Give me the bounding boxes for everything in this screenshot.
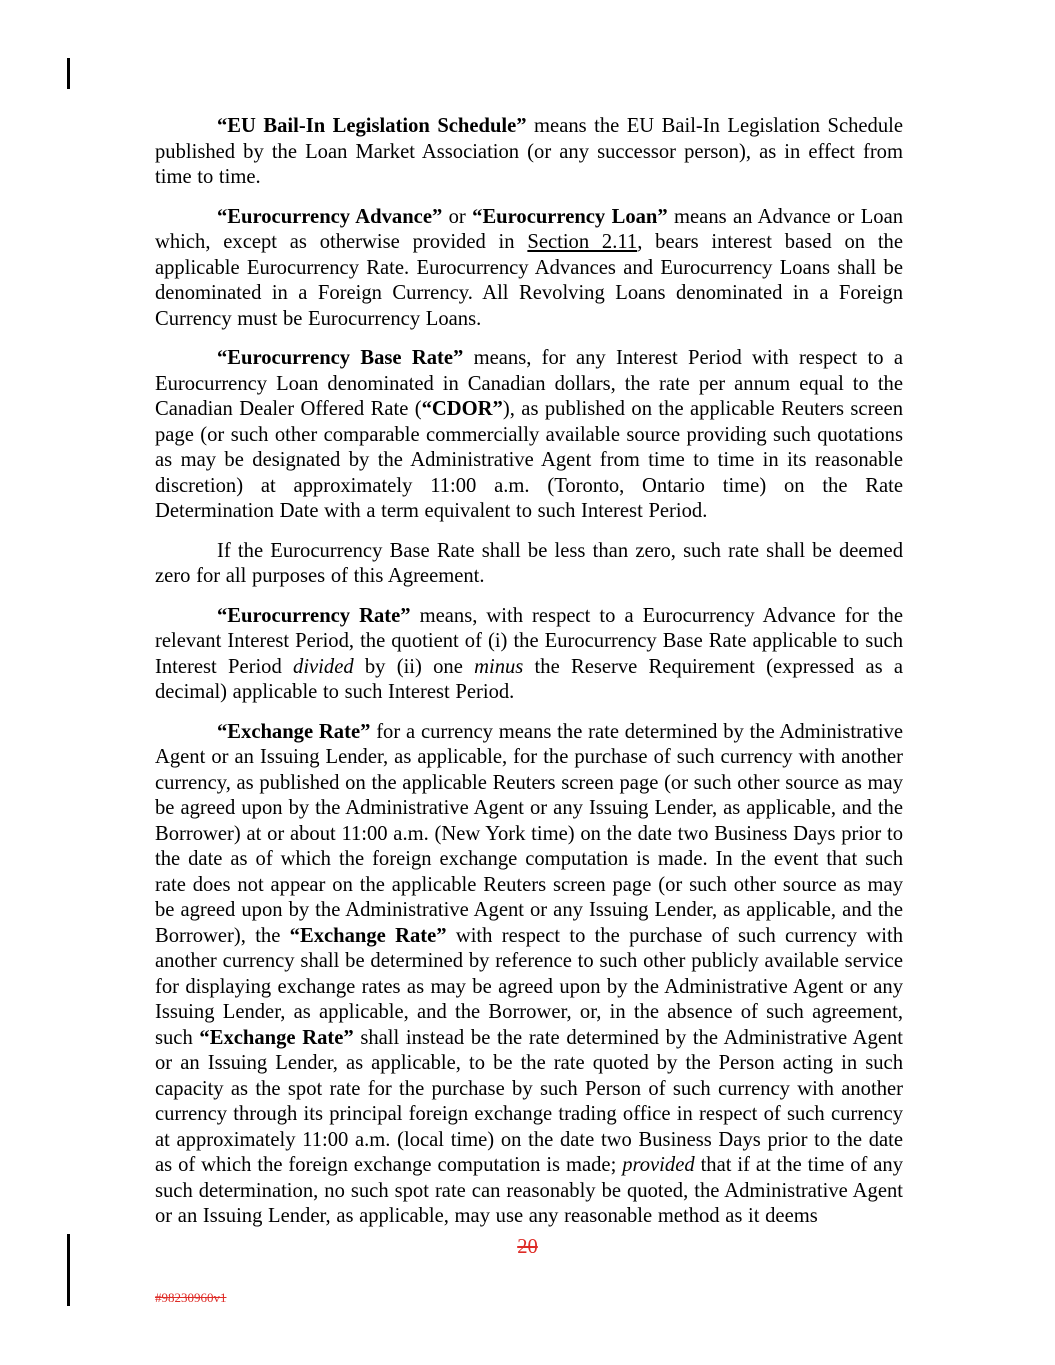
text-segment: or <box>442 205 473 228</box>
text-segment: that if at the time of any such determination, no such spot rate can reasonably be quoted, the Administrative Agent or an Issuing Lender, as applicable, may use any reasonable method as it deems <box>155 1154 903 1227</box>
text-segment: the Reserve Requirement (expressed as a decimal) applicable to such Interest Period. <box>155 655 903 703</box>
definition-paragraph <box>155 720 903 1230</box>
text-segment: “Exchange Rate” <box>289 924 447 947</box>
definition-paragraph <box>155 604 903 706</box>
text-segment: by (ii) one <box>353 655 475 678</box>
text-segment: “CDOR” <box>421 398 503 420</box>
text-segment: for a currency means the rate determined by the Administrative Agent or an Issuing Lender, as applicable, for the purchase of such currency with another currency, as published on the applicable Reuters screen page (or such other source as may be agreed upon by the Administrative Agent or any Issuing Lender, as applicable, and the Borrower) at or about 11:00 a.m. (New York time) on the date two Business Days prior to the date as of which the foreign exchange computation is made. In the event that such rate does not appear on the applicable Reuters screen page (or such other source as may be agreed upon by the Administrative Agent or any Issuing Lender, as applicable, and the Borrower), the <box>155 720 903 947</box>
text-segment: If the Eurocurrency Base Rate shall be less than zero, such rate shall be deemed zero for all purposes of this Agreement. <box>155 539 903 587</box>
text-segment: divided <box>293 655 354 678</box>
definition-paragraph <box>155 205 903 333</box>
text-segment: means, with respect to a Eurocurrency Advance for the relevant Interest Period, the quotient of (i) the Eurocurrency Base Rate applicable to such Interest Period <box>155 604 903 678</box>
text-segment: means an Advance or Loan which, except as otherwise provided in <box>155 205 904 253</box>
text-segment: “Eurocurrency Base Rate” <box>217 347 464 369</box>
definition-paragraph <box>155 539 903 590</box>
text-segment: Section 2.11 <box>527 231 638 253</box>
text-segment: “Eurocurrency Advance” <box>217 205 443 228</box>
text-segment: , bears interest based on the applicable Eurocurrency Rate. Eurocurrency Advances and Eurocurrency Loans shall be denominated in a Foreign Currency. All Revolving Loans denominated in a Foreign Currency must be Eurocurrency Loans. <box>155 231 903 330</box>
text-segment: “Exchange Rate” <box>217 720 371 743</box>
definition-paragraph <box>155 346 903 525</box>
text-segment: with respect to the purchase of such currency with another currency shall be determined by reference to such other publicly available service for displaying exchange rates as may be agreed upon by the Administrative Agent or any Issuing Lender, as applicable, and the Borrower, or, in the absence of such agreement, such <box>155 924 903 1049</box>
revision-change-bar-top <box>67 58 70 89</box>
text-segment: means, for any Interest Period with respect to a Eurocurrency Loan denominated in Canadian dollars, the rate per annum equal to the Canadian Dealer Offered Rate ( <box>155 347 903 420</box>
text-segment: ), as published on the applicable Reuters screen page (or such other comparable commercially available source providing such quotations as may be designated by the Administrative Agent from time to time in its reasonable discretion) at approximately 11:00 a.m. (Toronto, Ontario time) on the Rate Determination Date with a term equivalent to such Interest Period. <box>155 398 903 522</box>
text-segment: shall instead be the rate determined by the Administrative Agent or an Issuing Lender, as applicable, to be the rate quoted by the Person acting in such capacity as the spot rate for the purchase by such Person of such currency with another currency through its principal foreign exchange trading office in respect of such currency at approximately 11:00 a.m. (local time) on the date two Business Days prior to the date as of which the foreign exchange computation is made; <box>155 1026 903 1176</box>
page-number: 20 <box>517 1236 538 1258</box>
document-id-stamp: #98230960v1 <box>155 1290 227 1305</box>
text-segment: means the EU Bail-In Legislation Schedule published by the Loan Market Association (or any successor person), as in effect from time to time. <box>155 115 903 188</box>
text-segment: provided <box>622 1154 695 1176</box>
document-body <box>155 114 903 1244</box>
text-segment: “Exchange Rate” <box>199 1026 354 1049</box>
text-segment: “EU Bail-In Legislation Schedule” <box>217 115 527 137</box>
text-segment: “Eurocurrency Loan” <box>472 205 668 228</box>
text-segment: minus <box>474 655 524 678</box>
definition-paragraph <box>155 114 903 191</box>
text-segment: “Eurocurrency Rate” <box>217 604 411 627</box>
